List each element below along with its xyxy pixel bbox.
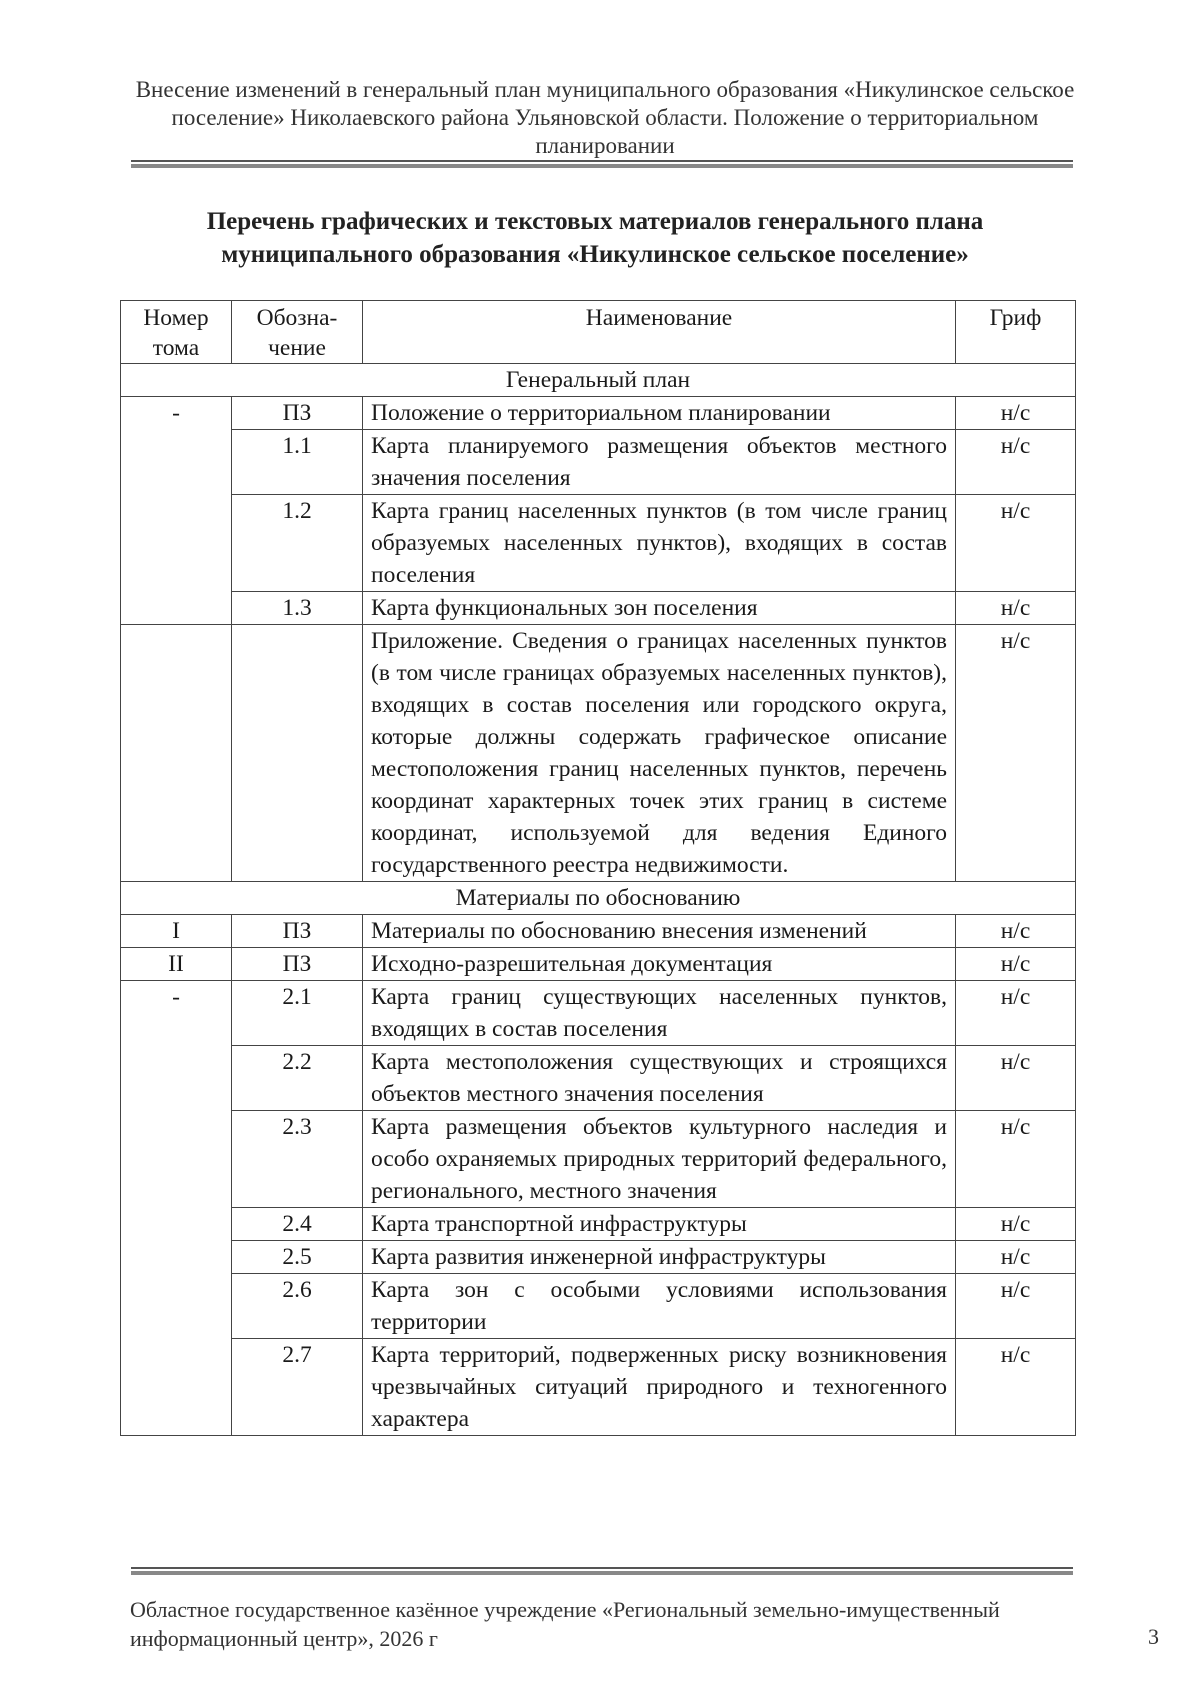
cell-designation: 2.7 xyxy=(232,1339,363,1436)
page-footer: Областное государственное казённое учреждение «Региональный земельно-имущественный информационный центр», 2026 г xyxy=(130,1597,1000,1651)
table-row xyxy=(121,915,1076,948)
cell-grif: н/с xyxy=(956,915,1076,948)
header-name: Наименование xyxy=(363,301,956,364)
header-grif: Гриф xyxy=(956,301,1076,364)
cell-grif: н/с xyxy=(956,1046,1076,1111)
cell-name: Карта планируемого размещения объектов местного значения поселения xyxy=(363,430,956,495)
cell-designation: 2.2 xyxy=(232,1046,363,1111)
cell-name: Приложение. Сведения о границах населенных пунктов (в том числе границах образуемых населенных пунктов), входящих в состав поселения или городского округа, которые должны содержать графическое описание местоположения границ населенных пунктов, перечень координат характерных точек этих границ в системе координат, используемой для ведения Единого государственного реестра недвижимости. xyxy=(363,625,956,882)
cell-grif: н/с xyxy=(956,948,1076,981)
table-row xyxy=(121,1111,1076,1208)
cell-name: Положение о территориальном планировании xyxy=(363,397,956,430)
cell-name: Карта территорий, подверженных риску возникновения чрезвычайных ситуаций природного и техногенного характера xyxy=(363,1339,956,1436)
cell-volume: II xyxy=(121,948,232,981)
cell-name: Карта размещения объектов культурного наследия и особо охраняемых природных территорий федерального, регионального, местного значения xyxy=(363,1111,956,1208)
cell-name: Карта развития инженерной инфраструктуры xyxy=(363,1241,956,1274)
cell-volume: - xyxy=(121,397,232,625)
cell-volume: - xyxy=(121,981,232,1436)
cell-name: Материалы по обоснованию внесения изменений xyxy=(363,915,956,948)
page-header: Внесение изменений в генеральный план муниципального образования «Никулинское сельское поселение» Николаевского района Ульяновской области. Положение о территориальном планировании xyxy=(135,77,1075,158)
cell-designation: ПЗ xyxy=(232,948,363,981)
cell-designation xyxy=(232,625,363,882)
cell-name: Карта зон с особыми условиями использования территории xyxy=(363,1274,956,1339)
cell-volume: I xyxy=(121,915,232,948)
cell-designation: 1.1 xyxy=(232,430,363,495)
cell-grif: н/с xyxy=(956,1241,1076,1274)
cell-grif: н/с xyxy=(956,397,1076,430)
cell-name: Карта функциональных зон поселения xyxy=(363,592,956,625)
cell-designation: 2.5 xyxy=(232,1241,363,1274)
cell-name: Карта местоположения существующих и строящихся объектов местного значения поселения xyxy=(363,1046,956,1111)
document-title xyxy=(120,205,1070,271)
cell-grif: н/с xyxy=(956,1208,1076,1241)
cell-designation: 2.3 xyxy=(232,1111,363,1208)
cell-grif: н/с xyxy=(956,1111,1076,1208)
materials-table xyxy=(120,300,1076,1436)
table-row xyxy=(121,948,1076,981)
header-volume: Номер тома xyxy=(121,301,232,364)
table-row xyxy=(121,1241,1076,1274)
table-row xyxy=(121,430,1076,495)
cell-designation: ПЗ xyxy=(232,397,363,430)
table-row xyxy=(121,1046,1076,1111)
cell-designation: 1.3 xyxy=(232,592,363,625)
table-row xyxy=(121,495,1076,592)
section-row xyxy=(121,364,1076,397)
cell-grif: н/с xyxy=(956,430,1076,495)
table-header-row xyxy=(121,301,1076,364)
footer-divider xyxy=(131,1567,1073,1575)
cell-name: Карта границ существующих населенных пунктов, входящих в состав поселения xyxy=(363,981,956,1046)
table-row xyxy=(121,1339,1076,1436)
table-row xyxy=(121,592,1076,625)
cell-grif: н/с xyxy=(956,495,1076,592)
document-title-line-1: Перечень графических и текстовых материалов генерального плана xyxy=(206,208,984,235)
cell-volume xyxy=(121,625,232,882)
document-title-line-2: муниципального образования «Никулинское сельское поселение» xyxy=(221,241,969,268)
section-general-plan: Генеральный план xyxy=(121,364,1076,397)
table-row xyxy=(121,1208,1076,1241)
cell-grif: н/с xyxy=(956,592,1076,625)
cell-grif: н/с xyxy=(956,1339,1076,1436)
cell-designation: ПЗ xyxy=(232,915,363,948)
section-justification: Материалы по обоснованию xyxy=(121,882,1076,915)
cell-name: Карта транспортной инфраструктуры xyxy=(363,1208,956,1241)
section-row xyxy=(121,882,1076,915)
cell-grif: н/с xyxy=(956,1274,1076,1339)
table-row xyxy=(121,397,1076,430)
cell-designation: 2.4 xyxy=(232,1208,363,1241)
cell-name: Карта границ населенных пунктов (в том числе границ образуемых населенных пунктов), входящих в состав поселения xyxy=(363,495,956,592)
table-row xyxy=(121,1274,1076,1339)
cell-designation: 2.1 xyxy=(232,981,363,1046)
page-number: 3 xyxy=(1148,1624,1159,1649)
header-divider xyxy=(131,160,1073,168)
cell-designation: 2.6 xyxy=(232,1274,363,1339)
table-row xyxy=(121,981,1076,1046)
table-row xyxy=(121,625,1076,882)
header-designation: Обозна-чение xyxy=(232,301,363,364)
cell-grif: н/с xyxy=(956,981,1076,1046)
cell-name: Исходно-разрешительная документация xyxy=(363,948,956,981)
cell-grif: н/с xyxy=(956,625,1076,882)
cell-designation: 1.2 xyxy=(232,495,363,592)
